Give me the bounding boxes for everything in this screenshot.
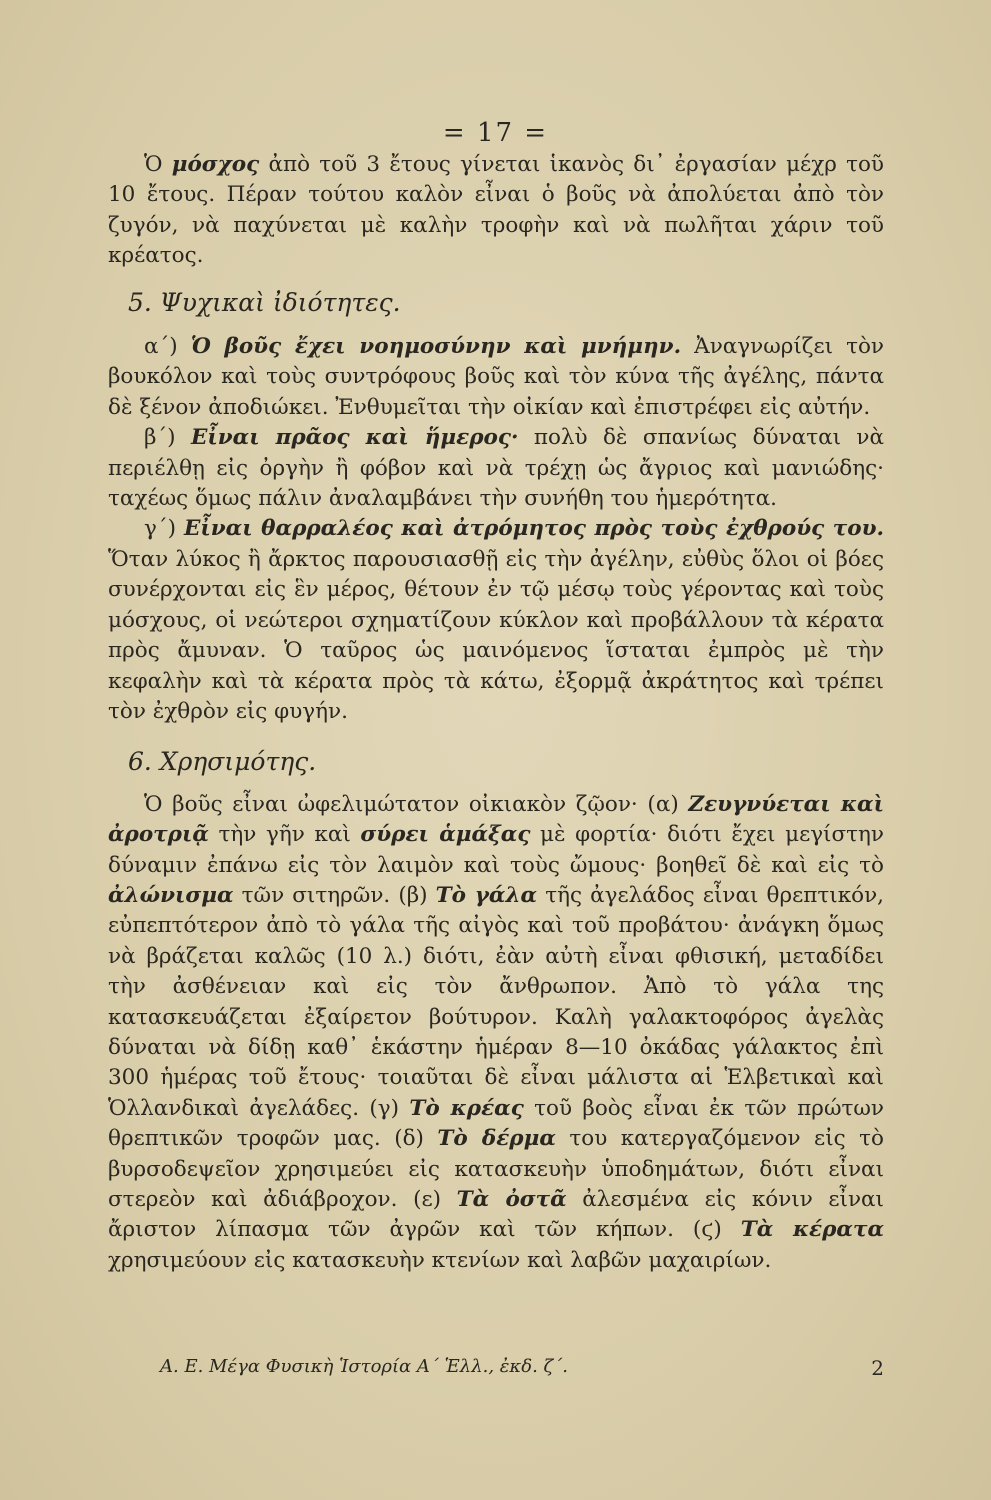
usefulness-paragraph: Ὁ βοῦς εἶναι ὠφελιμώτατον οἰκιακὸν ζῷον· (α) Ζευγνύεται καὶ ἀροτριᾷ τὴν γῆν καὶ σύρει ἁμάξας μὲ φορτία· διότι ἔχει μεγίστην δύναμιν ἐπάνω εἰς τὸν λαιμὸν καὶ τοὺς ὤμους· βοηθεῖ δὲ καὶ εἰς τὸ ἀλώνισμα τῶν σιτηρῶν. (β) Τὸ γάλα τῆς ἀγελάδος εἶναι θρεπτικόν, εὐπεπτότερον ἀπὸ τὸ γάλα τῆς αἰγὸς καὶ τοῦ προβάτου· ἀνάγκη ὅμως νὰ βράζεται καλῶς (10 λ.) διότι, ἐὰν αὐτὴ εἶναι φθισική, μεταδίδει τὴν ἀσθένειαν καὶ εἰς τὸν ἄνθρωπον. Ἀπὸ τὸ γάλα της κατασκευάζεται ἐξαίρετον βούτυρον. Καλὴ γαλακτοφόρος ἀγελὰς δύναται νὰ δίδῃ καθ᾽ ἑκάστην ἡμέραν 8—10 ὀκάδας γάλακτος ἐπὶ 300 ἡμέρας τοῦ ἔτους· τοιαῦται δὲ εἶναι μάλιστα αἱ Ἑλβετικαὶ καὶ Ὁλλανδικαὶ ἀγελάδες. (γ) Τὸ κρέας τοῦ βοὸς εἶναι ἐκ τῶν πρώτων θρεπτικῶν τροφῶν μας. (δ) Τὸ δέρμα του κατεργαζόμενον εἰς τὸ βυρσοδεψεῖον χρησιμεύει εἰς κατασκευὴν ὑποδημάτων, διότι εἶναι στερεὸν καὶ ἀδιάβροχον. (ε) Τὰ ὀστᾶ ἀλεσμένα εἰς κόνιν εἶναι ἄριστον λίπασμα τῶν ἀγρῶν καὶ τῶν κήπων. (ϛ) Τὰ κέρατα χρησιμεύουν εἰς κατασκευὴν κτενίων καὶ λαβῶν μαχαιρίων. (108, 791, 885, 1273)
term-milk: Τὸ γάλα (435, 882, 538, 908)
item-a-lead: Ὁ βοῦς ἔχει νοημοσύνην καὶ μνήμην. (190, 334, 682, 360)
section-5-heading: 5. Ψυχικαὶ ἰδιότητες. (128, 287, 401, 317)
term-carts: σύρει ἁμάξας (360, 822, 531, 848)
item-a-paragraph: α΄) Ὁ βοῦς ἔχει νοημοσύνην καὶ μνήμην. Ἀναγνωρίζει τὸν βουκόλον καὶ τοὺς συντρόφους βοῦς καὶ τὸν κύνα τῆς ἀγέλης, πάντα δὲ ξένον ἀποδιώκει. Ἐνθυμεῖται τὴν οἰκίαν καὶ ἐπιστρέφει εἰς αὐτήν. (108, 334, 885, 420)
section-6-heading: 6. Χρησιμότης. (128, 747, 317, 777)
page-footer (108, 1356, 884, 1380)
term-hide: Τὸ δέρμα (437, 1126, 556, 1152)
item-c-lead: Εἶναι θαρραλέος καὶ ἀτρόμητος πρὸς τοὺς ἐχθρούς του. (183, 516, 885, 542)
intro-paragraph: Ὁ μόσχος ἀπὸ τοῦ 3 ἔτους γίνεται ἱκανὸς δι᾽ ἐργασίαν μέχρ τοῦ 10 ἔτους. Πέραν τούτου καλὸν εἶναι ὁ βοῦς νὰ ἀπολύεται ἀπὸ τὸν ζυγόν, νὰ παχύνεται μὲ καλὴν τροφὴν καὶ νὰ πωλῆται χάριν τοῦ κρέατος. (108, 152, 885, 269)
term-threshing: ἀλώνισμα (108, 882, 234, 908)
term-bones: Τὰ ὀστᾶ (456, 1187, 567, 1212)
item-c-paragraph: γ΄) Εἶναι θαρραλέος καὶ ἀτρόμητος πρὸς τοὺς ἐχθρούς του. Ὅταν λύκος ἢ ἄρκτος παρουσιασθῇ εἰς τὴν ἀγέλην, εὐθὺς ὅλοι οἱ βόες συνέρχονται εἰς ἓν μέρος, θέτουν ἐν τῷ μέσῳ τοὺς γέροντας καὶ τοὺς μόσχους, οἱ νεώτεροι σχηματίζουν κύκλον καὶ προβάλλουν τὰ κέρατα πρὸς ἄμυναν. Ὁ ταῦρος ὡς μαινόμενος ἵσταται ἐμπρὸς μὲ τὴν κεφαλὴν καὶ τὰ κέρατα πρὸς τὰ κάτω, ἐξορμᾷ ἀκράτητος καὶ τρέπει τὸν ἐχθρὸν εἰς φυγήν. (108, 516, 885, 724)
term-horns: Τὰ κέρατα (740, 1217, 884, 1243)
term-meat: Τὸ κρέας (409, 1095, 524, 1121)
term-plowing: Ζευγνύεται καὶ ἀροτριᾷ (108, 791, 884, 848)
printer-signature: Α. Ε. Μέγα Φυσικὴ Ἱστορία Α΄ Ἑλλ., ἐκδ. ζ΄. (160, 1356, 568, 1377)
item-b-lead: Εἶναι πρᾶος καὶ ἥμερος· (190, 425, 519, 451)
item-b-paragraph: β΄) Εἶναι πρᾶος καὶ ἥμερος· πολὺ δὲ σπανίως δύναται νὰ περιέλθῃ εἰς ὀργὴν ἢ φόβον καὶ νὰ τρέχῃ ὡς ἄγριος καὶ μανιώδης· ταχέως ὅμως πάλιν ἀναλαμβάνει τὴν συνήθη του ἡμερότητα. (108, 425, 885, 512)
term-moschos: μόσχος (171, 152, 260, 177)
body-text (108, 150, 884, 1276)
page-number: = 17 = (442, 118, 549, 148)
sheet-number: 2 (871, 1356, 884, 1380)
